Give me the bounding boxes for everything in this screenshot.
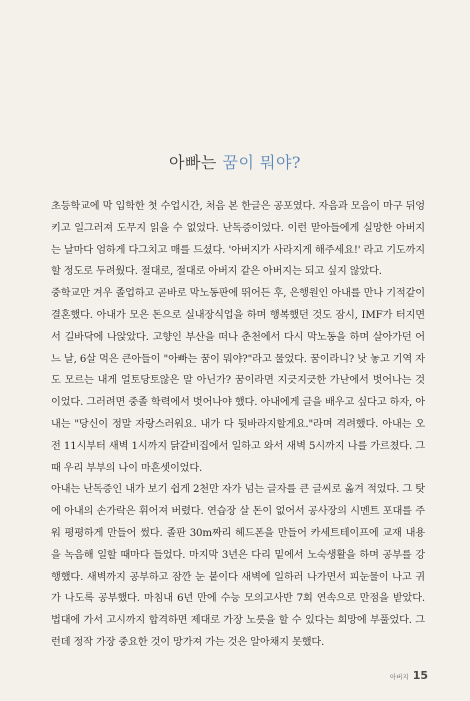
chapter-title — [0, 150, 470, 173]
paragraph: 초등학교에 막 입학한 첫 수업시간, 처음 본 한글은 공포였다. 자음과 모음이 마구 뒤엉키고 일그러져 도무지 읽을 수 없었다. 난독증이었다. 이런 맏아들에게 실망한 아버지는 날마다 엄하게 다그치고 매를 드셨다. '아버지가 사라지게 해주세요!' 라고 기도까지 할 정도로 두려웠다. 절대로, 절대로 아버지 같은 아버지는 되고 싶지 않았다. — [51, 201, 425, 278]
body-text — [51, 196, 425, 654]
chapter-title-accent: 꿈이 뭐야? — [222, 153, 301, 172]
paragraph: 중학교만 겨우 졸업하고 곧바로 막노동판에 뛰어든 후, 은행원인 아내를 만나 기적같이 결혼했다. 아내가 모은 돈으로 실내장식업을 하며 행복했던 것도 잠시, IMF가 터지면서 길바닥에 나앉았다. 고향인 부산을 떠나 춘천에서 다시 막노동을 하며 살아가던 어느 날, 6살 먹은 큰아들이 "아빠는 꿈이 뭐야?"라고 물었다. 꿈이라니? 낫 놓고 기역 자도 모르는 내게 얼토당토않은 말 아닌가? 꿈이라면 지긋지긋한 가난에서 벗어나는 것이었다. 그러려면 중졸 학력에서 벗어나야 했다. 아내에게 글을 배우고 싶다고 하자, 아내는 "당신이 정말 자랑스러워요. 내가 다 뒷바라지할게요."라며 격려했다. 아내는 오전 11시부터 새벽 1시까지 닭갈비집에서 일하고 와서 새벽 5시까지 나를 가르쳤다. 그때 우리 부부의 나이 마흔셋이었다. — [51, 288, 425, 474]
chapter-title-prefix: 아빠는 — [169, 153, 223, 172]
page-number: 15 — [412, 669, 428, 682]
paragraph: 아내는 난독증인 내가 보기 쉽게 2천만 자가 넘는 글자를 큰 글씨로 옮겨 적었다. 그 탓에 아내의 손가락은 휘어져 버렸다. 연습장 살 돈이 없어서 공사장의 시멘트 포대를 주워 평평하게 만들어 썼다. 졸판 30m짜리 헤드폰을 만들어 카세트테이프에 교재 내용을 녹음해 일할 때마다 들었다. 마지막 3년은 다리 밑에서 노숙생활을 하며 공부를 강행했다. 새벽까지 공부하고 잠깐 눈 붙이다 새벽에 일하러 나가면서 피눈물이 나고 귀가 나도록 공부했다. 마침내 6년 만에 수능 모의고사반 7회 연속으로 만점을 받았다. 법대에 가서 고시까지 합격하면 제대로 가장 노릇을 할 수 있다는 희망에 부풀었다. 그런데 정작 가장 중요한 것이 망가져 가는 것은 알아채지 못했다. — [51, 484, 425, 648]
running-head: 아버지 — [389, 673, 409, 681]
page-footer — [390, 669, 428, 682]
